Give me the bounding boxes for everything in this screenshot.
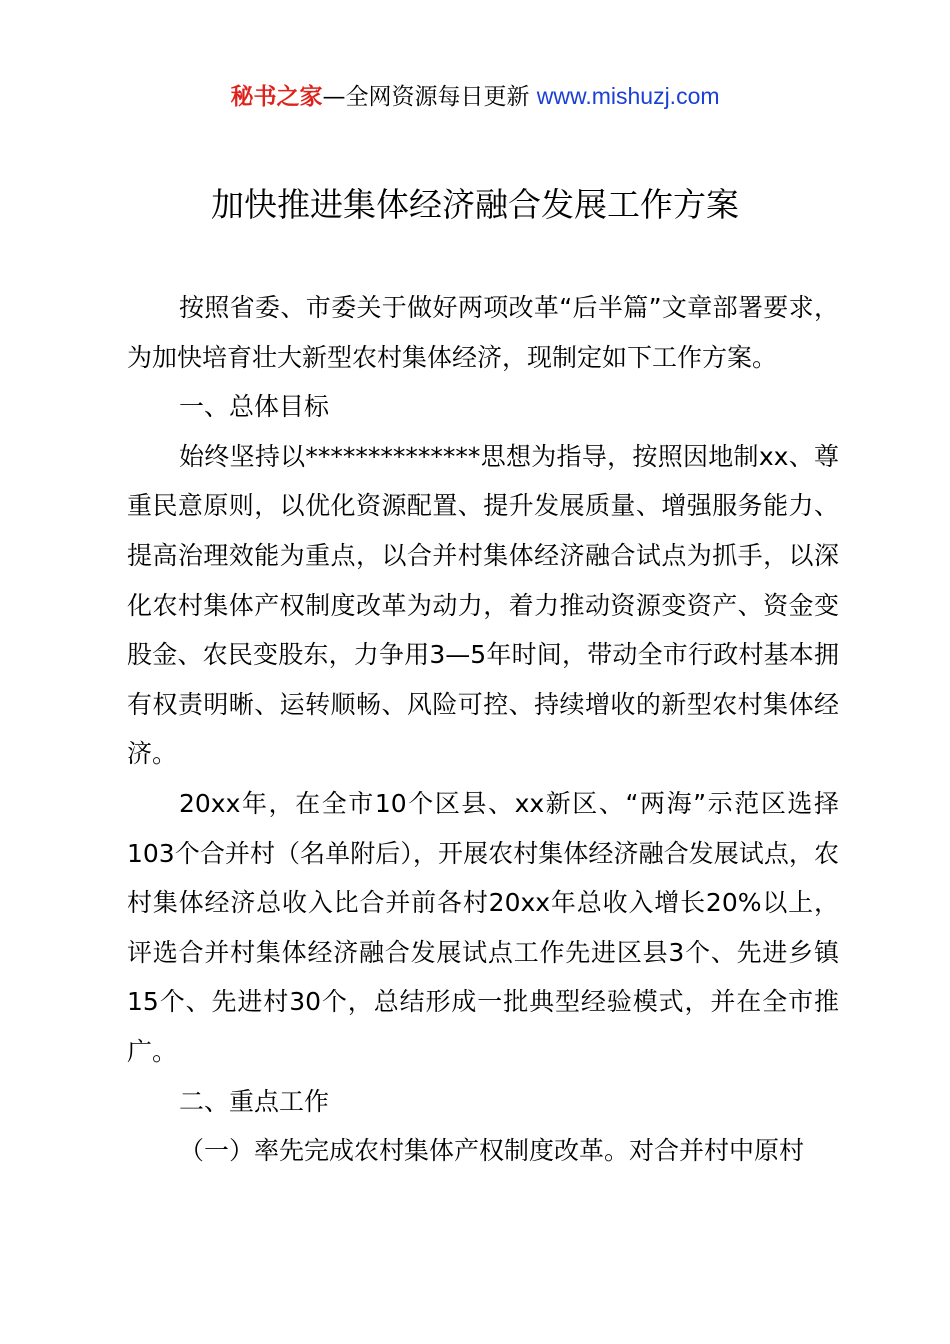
site-brand: 秘书之家: [230, 84, 323, 110]
section-heading-key-work: 二、重点工作: [179, 1086, 330, 1116]
site-tagline: —全网资源每日更新: [322, 84, 537, 110]
intro-paragraph: 按照省委、市委关于做好两项改革“后半篇”文章部署要求，为加快培育壮大新型农村集体经济，现制定如下工作方案。: [127, 293, 839, 372]
document-title: 加快推进集体经济融合发展工作方案: [211, 185, 739, 224]
site-url-link[interactable]: www.mishuzj.com: [536, 83, 720, 109]
section-heading-overall-goal: 一、总体目标: [179, 392, 330, 422]
pilot-paragraph: 20xx年，在全市10个区县、xx新区、“两海”示范区选择103个合并村（名单附后），开展农村集体经济融合发展试点，农村集体经济总收入比合并前各村20xx年总收入增长20%以上，评选合并村集体经济融合发展试点工作先进区县3个、先进乡镇15个、先进村30个，总结形成一批典型经验模式，并在全市推广。: [127, 788, 839, 1066]
document-body: [127, 283, 839, 1176]
key-work-item-1: （一）率先完成农村集体产权制度改革。对合并村中原村: [179, 1136, 805, 1166]
guideline-paragraph: 始终坚持以**************思想为指导，按照因地制xx、尊重民意原则，以优化资源配置、提升发展质量、增强服务能力、提高治理效能为重点，以合并村集体经济融合试点为抓手，以深化农村集体产权制度改革为动力，着力推动资源变资产、资金变股金、农民变股东，力争用3—5年时间，带动全市行政村基本拥有权责明晰、运转顺畅、风险可控、持续增收的新型农村集体经济。: [127, 441, 839, 769]
site-header: [0, 80, 950, 113]
